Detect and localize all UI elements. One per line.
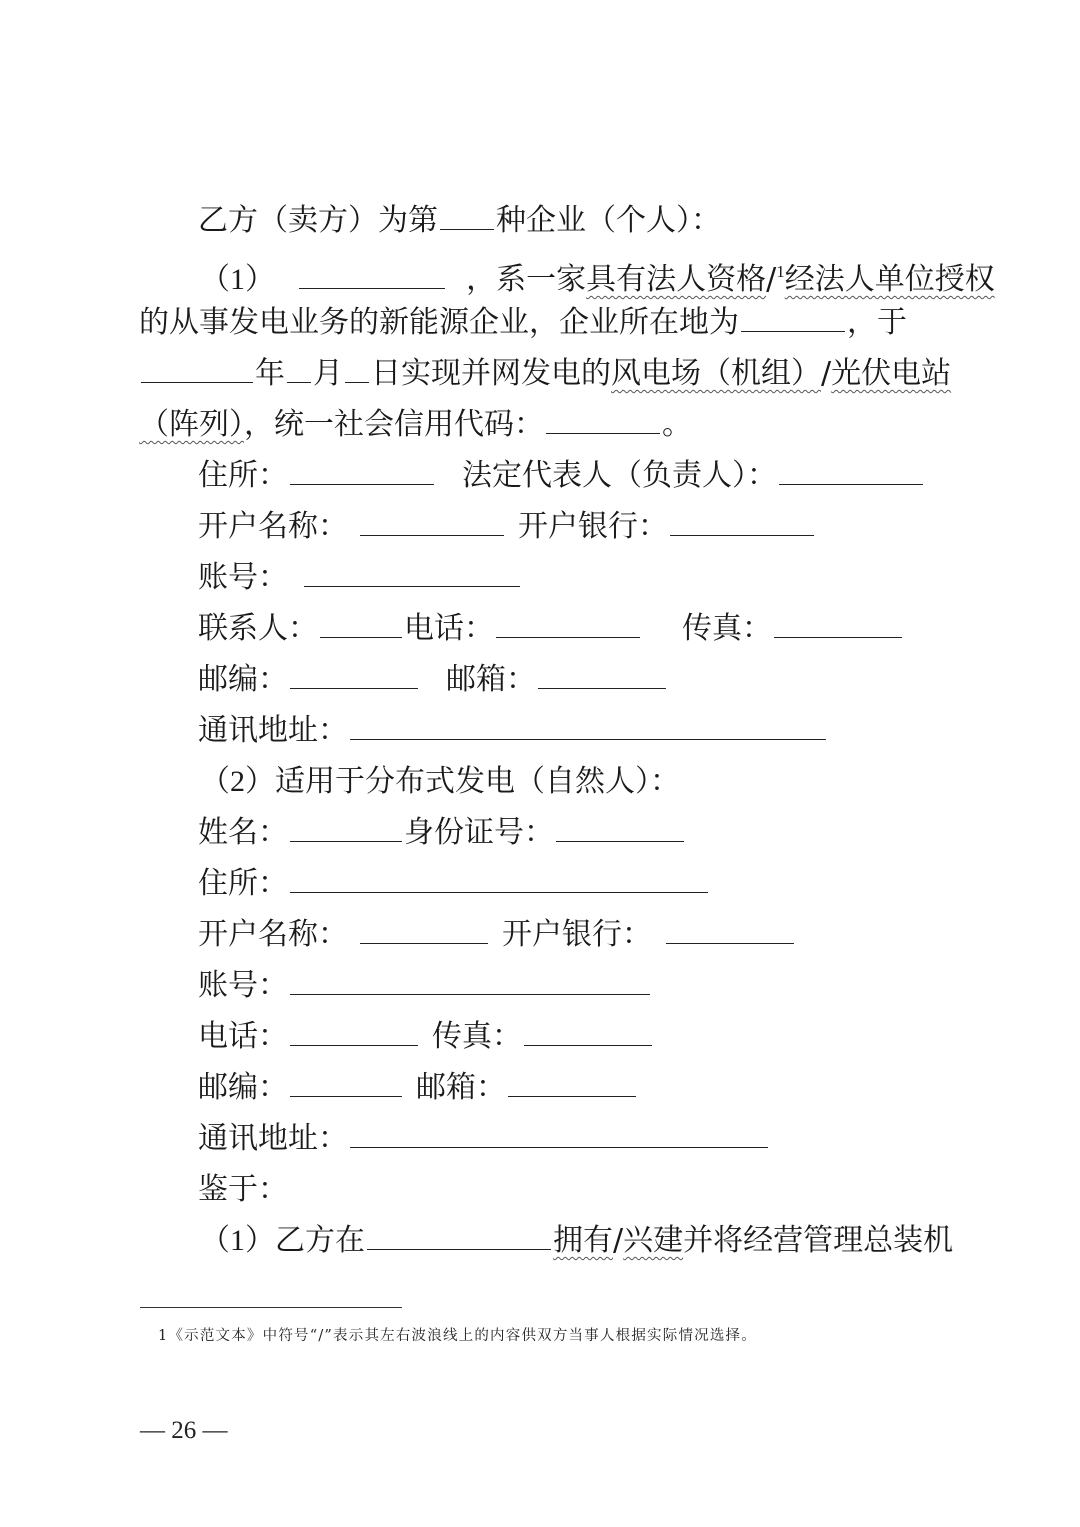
section2-title: （2）适用于分布式发电（自然人）：	[200, 764, 680, 799]
party-b-intro: 乙方（卖方）为第 种企业（个人）：	[198, 203, 721, 238]
s2-mail-address-row: 通讯地址：	[198, 1119, 770, 1159]
credit-code-blank[interactable]	[546, 405, 660, 434]
section1-line1: （1） ，系一家具有法人资格/$^1$经法人单位授权	[200, 262, 995, 297]
s1-mail-address-blank[interactable]	[350, 711, 826, 740]
s2-postcode-row: 邮编： 邮箱：	[198, 1068, 638, 1108]
enterprise-type-blank[interactable]	[440, 201, 494, 230]
s1-account-name-blank[interactable]	[360, 507, 504, 536]
s2-bank-blank[interactable]	[666, 915, 794, 944]
s2-account-name-blank[interactable]	[360, 915, 488, 944]
s2-account-row: 账号：	[198, 966, 652, 1006]
s2-address-row: 住所：	[198, 864, 710, 904]
s2-postcode-blank[interactable]	[290, 1068, 402, 1097]
s2-fax-blank[interactable]	[524, 1017, 652, 1046]
location-blank[interactable]	[741, 303, 845, 332]
s2-id-blank[interactable]	[556, 813, 684, 842]
s1-account-row: 账号：	[198, 558, 522, 598]
whereas-item1: （1）乙方在 拥有/兴建并将经营管理总装机	[200, 1223, 954, 1258]
footnote-ref: 1	[776, 262, 785, 281]
s2-account-no-blank[interactable]	[290, 966, 650, 995]
s1-address-blank[interactable]	[290, 456, 434, 485]
s2-phone-row: 电话： 传真：	[198, 1017, 654, 1057]
page-number: — 26 —	[140, 1417, 228, 1444]
option-pv-station: 光伏电站	[831, 356, 952, 391]
s1-email-blank[interactable]	[538, 660, 666, 689]
s1-fax-blank[interactable]	[774, 609, 902, 638]
footnote: 1《示范文本》中符号“/”表示其左右波浪线上的内容供双方当事人根据实际情况选择。	[158, 1328, 757, 1344]
option-wind-farm: 风电场（机组）	[611, 356, 821, 391]
option-build: 兴建	[623, 1223, 684, 1258]
whereas-location-blank[interactable]	[367, 1221, 551, 1250]
year-blank[interactable]	[141, 354, 253, 383]
month-blank[interactable]	[287, 354, 311, 383]
option-own: 拥有	[553, 1223, 613, 1258]
s2-bank-row: 开户名称： 开户银行：	[198, 915, 796, 955]
day-blank[interactable]	[345, 354, 369, 383]
legal-rep-blank[interactable]	[779, 456, 923, 485]
s1-address-row: 住所： 法定代表人（负责人）：	[198, 456, 925, 496]
footnote-divider	[140, 1307, 402, 1308]
company-name-blank[interactable]	[299, 260, 445, 289]
s2-name-blank[interactable]	[290, 813, 402, 842]
option-authorized: 经法人单位授权	[784, 262, 995, 297]
s1-bank-blank[interactable]	[670, 507, 814, 536]
s2-name-row: 姓名： 身份证号：	[198, 813, 686, 853]
s2-phone-blank[interactable]	[290, 1017, 418, 1046]
s2-email-blank[interactable]	[508, 1068, 636, 1097]
s1-mail-address-row: 通讯地址：	[198, 711, 828, 751]
s2-mail-address-blank[interactable]	[350, 1119, 768, 1148]
option-pv-array: （阵列）	[139, 407, 244, 442]
s1-phone-blank[interactable]	[496, 609, 640, 638]
section1-line3: 年 月 日实现并网发电的风电场（机组）/光伏电站	[139, 354, 951, 394]
option-legal-person: 具有法人资格	[586, 262, 767, 297]
section1-line2: 的从事发电业务的新能源企业，企业所在地为 ，于	[139, 305, 907, 340]
s2-address-blank[interactable]	[290, 864, 708, 893]
section1-line4: （阵列），统一社会信用代码： 。	[139, 407, 692, 442]
s1-account-no-blank[interactable]	[304, 558, 520, 587]
contact-blank[interactable]	[320, 609, 402, 638]
s1-bank-row: 开户名称： 开户银行：	[198, 507, 816, 547]
s1-contact-row: 联系人： 电话： 传真：	[198, 609, 904, 649]
whereas-label: 鉴于：	[198, 1172, 288, 1207]
s1-postcode-row: 邮编： 邮箱：	[198, 660, 668, 700]
s1-postcode-blank[interactable]	[290, 660, 418, 689]
